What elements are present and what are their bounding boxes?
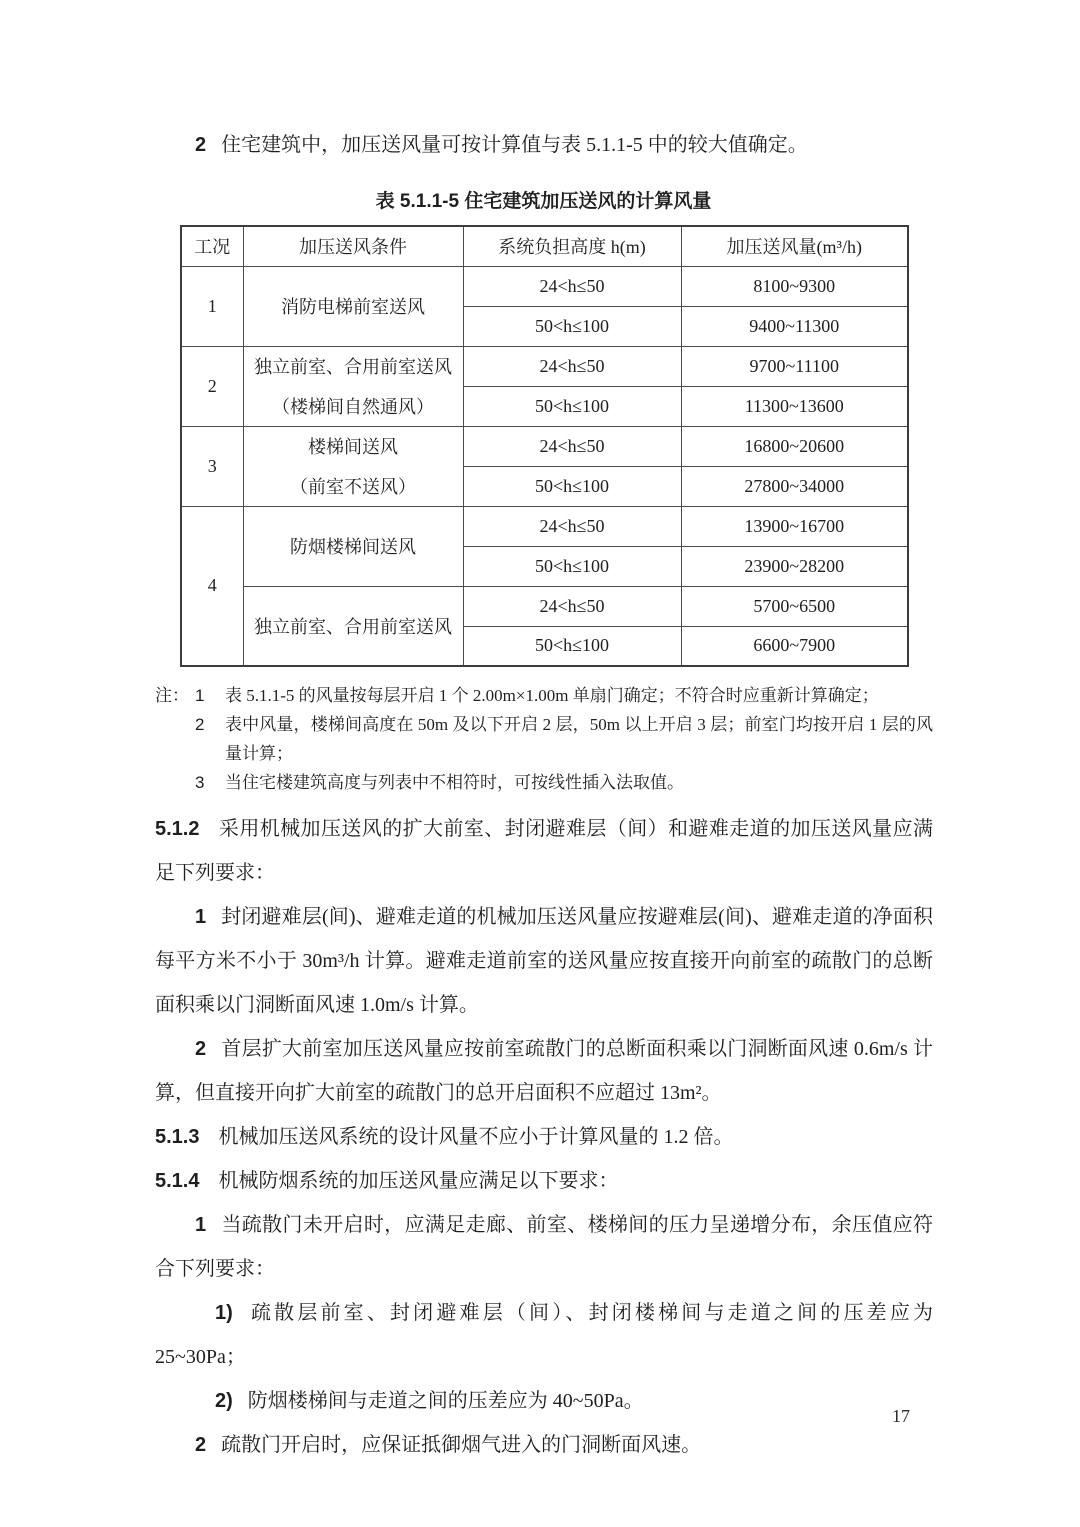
clause-5-1-2-item-1 (155, 895, 933, 1027)
system-height: 50<h≤100 (463, 626, 681, 666)
system-height: 50<h≤100 (463, 546, 681, 586)
item-number: 2 (195, 1038, 207, 1060)
case-number: 4 (181, 506, 243, 666)
clause-5-1-4-item-2 (155, 1423, 933, 1467)
note-number: 1 (195, 686, 205, 705)
body-paragraphs (155, 807, 933, 1467)
item-number: 1 (195, 906, 207, 928)
table-row (181, 426, 908, 466)
item-number: 1 (195, 1214, 207, 1236)
system-height: 24<h≤50 (463, 586, 681, 626)
condition-line1: 防烟楼梯间送风 (290, 537, 416, 557)
clause-text: 机械防烟系统的加压送风量应满足以下要求： (218, 1170, 619, 1192)
clause-5-1-2 (155, 807, 933, 895)
supply-condition (243, 266, 463, 346)
air-volume: 27800~34000 (681, 466, 908, 506)
header-case: 工况 (181, 226, 243, 266)
page-content (155, 130, 933, 1467)
clause-5-1-4-item-1 (155, 1203, 933, 1291)
header-condition: 加压送风条件 (243, 226, 463, 266)
clause-5-1-4-subitem-1 (155, 1291, 933, 1379)
condition-line2: （前室不送风） (290, 477, 416, 497)
item-text: 封闭避难层(间)、避难走道的机械加压送风量应按避难层(间)、避难走道的净面积每平方米不小于 30m³/h 计算。避难走道前室的送风量应按直接开向前室的疏散门的总断面积乘以门洞断面风速 1.0m/s 计算。 (155, 906, 933, 1016)
air-volume: 5700~6500 (681, 586, 908, 626)
note-item (155, 681, 933, 710)
air-volume: 8100~9300 (681, 266, 908, 306)
air-volume: 13900~16700 (681, 506, 908, 546)
air-volume: 9400~11300 (681, 306, 908, 346)
intro-item-number: 2 (195, 134, 207, 156)
clause-5-1-4 (155, 1159, 933, 1203)
item-number: 2 (195, 1434, 207, 1456)
intro-paragraph (155, 130, 933, 160)
case-number: 3 (181, 426, 243, 506)
air-volume: 23900~28200 (681, 546, 908, 586)
air-volume: 6600~7900 (681, 626, 908, 666)
air-volume: 11300~13600 (681, 386, 908, 426)
system-height: 24<h≤50 (463, 506, 681, 546)
note-number: 2 (195, 715, 205, 734)
subitem-number: 1) (215, 1302, 233, 1324)
item-text: 首层扩大前室加压送风量应按前室疏散门的总断面积乘以门洞断面风速 0.6m/s 计算，但直接开向扩大前室的疏散门的总开启面积不应超过 13m²。 (155, 1038, 933, 1104)
page-number: 17 (892, 1406, 910, 1426)
note-item (155, 710, 933, 768)
system-height: 50<h≤100 (463, 386, 681, 426)
intro-text: 住宅建筑中，加压送风量可按计算值与表 5.1.1-5 中的较大值确定。 (221, 134, 808, 156)
table-row (181, 586, 908, 626)
item-text: 疏散门开启时，应保证抵御烟气进入的门洞断面风速。 (221, 1434, 702, 1456)
header-system-height: 系统负担高度 h(m) (463, 226, 681, 266)
note-prefix: 注： (155, 686, 189, 705)
clause-5-1-3 (155, 1115, 933, 1159)
clause-5-1-4-subitem-2 (155, 1379, 933, 1423)
clause-text: 机械加压送风系统的设计风量不应小于计算风量的 1.2 倍。 (218, 1126, 734, 1148)
clause-number: 5.1.3 (155, 1126, 200, 1148)
clause-number: 5.1.4 (155, 1170, 200, 1192)
table-row (181, 346, 908, 386)
condition-line2: （楼梯间自然通风） (272, 397, 434, 417)
supply-condition (243, 346, 463, 426)
item-text: 当疏散门未开启时，应满足走廊、前室、楼梯间的压力呈递增分布，余压值应符合下列要求： (155, 1214, 933, 1280)
condition-line1: 独立前室、合用前室送风 (254, 357, 452, 377)
table-notes (155, 681, 933, 797)
system-height: 24<h≤50 (463, 346, 681, 386)
note-text: 表中风量，楼梯间高度在 50m 及以下开启 2 层，50m 以上开启 3 层；前室门均按开启 1 层的风量计算； (225, 715, 933, 763)
subitem-text: 防烟楼梯间与走道之间的压差应为 40~50Pa。 (247, 1390, 644, 1412)
condition-line1: 独立前室、合用前室送风 (254, 616, 452, 637)
air-volume: 9700~11100 (681, 346, 908, 386)
system-height: 24<h≤50 (463, 266, 681, 306)
table-title: 表 5.1.1-5 住宅建筑加压送风的计算风量 (375, 191, 712, 212)
clause-5-1-2-item-2 (155, 1027, 933, 1115)
case-number: 1 (181, 266, 243, 346)
air-volume: 16800~20600 (681, 426, 908, 466)
note-text: 表 5.1.1-5 的风量按每层开启 1 个 2.00m×1.00m 单扇门确定；不符合时应重新计算确定； (225, 686, 879, 705)
system-height: 24<h≤50 (463, 426, 681, 466)
supply-condition (243, 586, 463, 666)
supply-condition (243, 426, 463, 506)
pressurized-air-supply-table (180, 225, 909, 667)
clause-number: 5.1.2 (155, 818, 200, 840)
condition-line1: 消防电梯前室送风 (281, 297, 425, 317)
note-item (155, 768, 933, 797)
condition-line1: 楼梯间送风 (308, 437, 398, 457)
system-height: 50<h≤100 (463, 466, 681, 506)
table-header-row (181, 226, 908, 266)
header-air-volume: 加压送风量(m³/h) (681, 226, 908, 266)
note-number: 3 (195, 773, 205, 792)
subitem-number: 2) (215, 1390, 233, 1412)
system-height: 50<h≤100 (463, 306, 681, 346)
table-row (181, 266, 908, 306)
subitem-text: 疏散层前室、封闭避难层（间）、封闭楼梯间与走道之间的压差应为 25~30Pa； (155, 1302, 933, 1368)
note-text: 当住宅楼建筑高度与列表中不相符时，可按线性插入法取值。 (225, 773, 684, 792)
clause-text: 采用机械加压送风的扩大前室、封闭避难层（间）和避难走道的加压送风量应满足下列要求： (155, 818, 933, 884)
table-row (181, 506, 908, 546)
supply-condition (243, 506, 463, 586)
case-number: 2 (181, 346, 243, 426)
